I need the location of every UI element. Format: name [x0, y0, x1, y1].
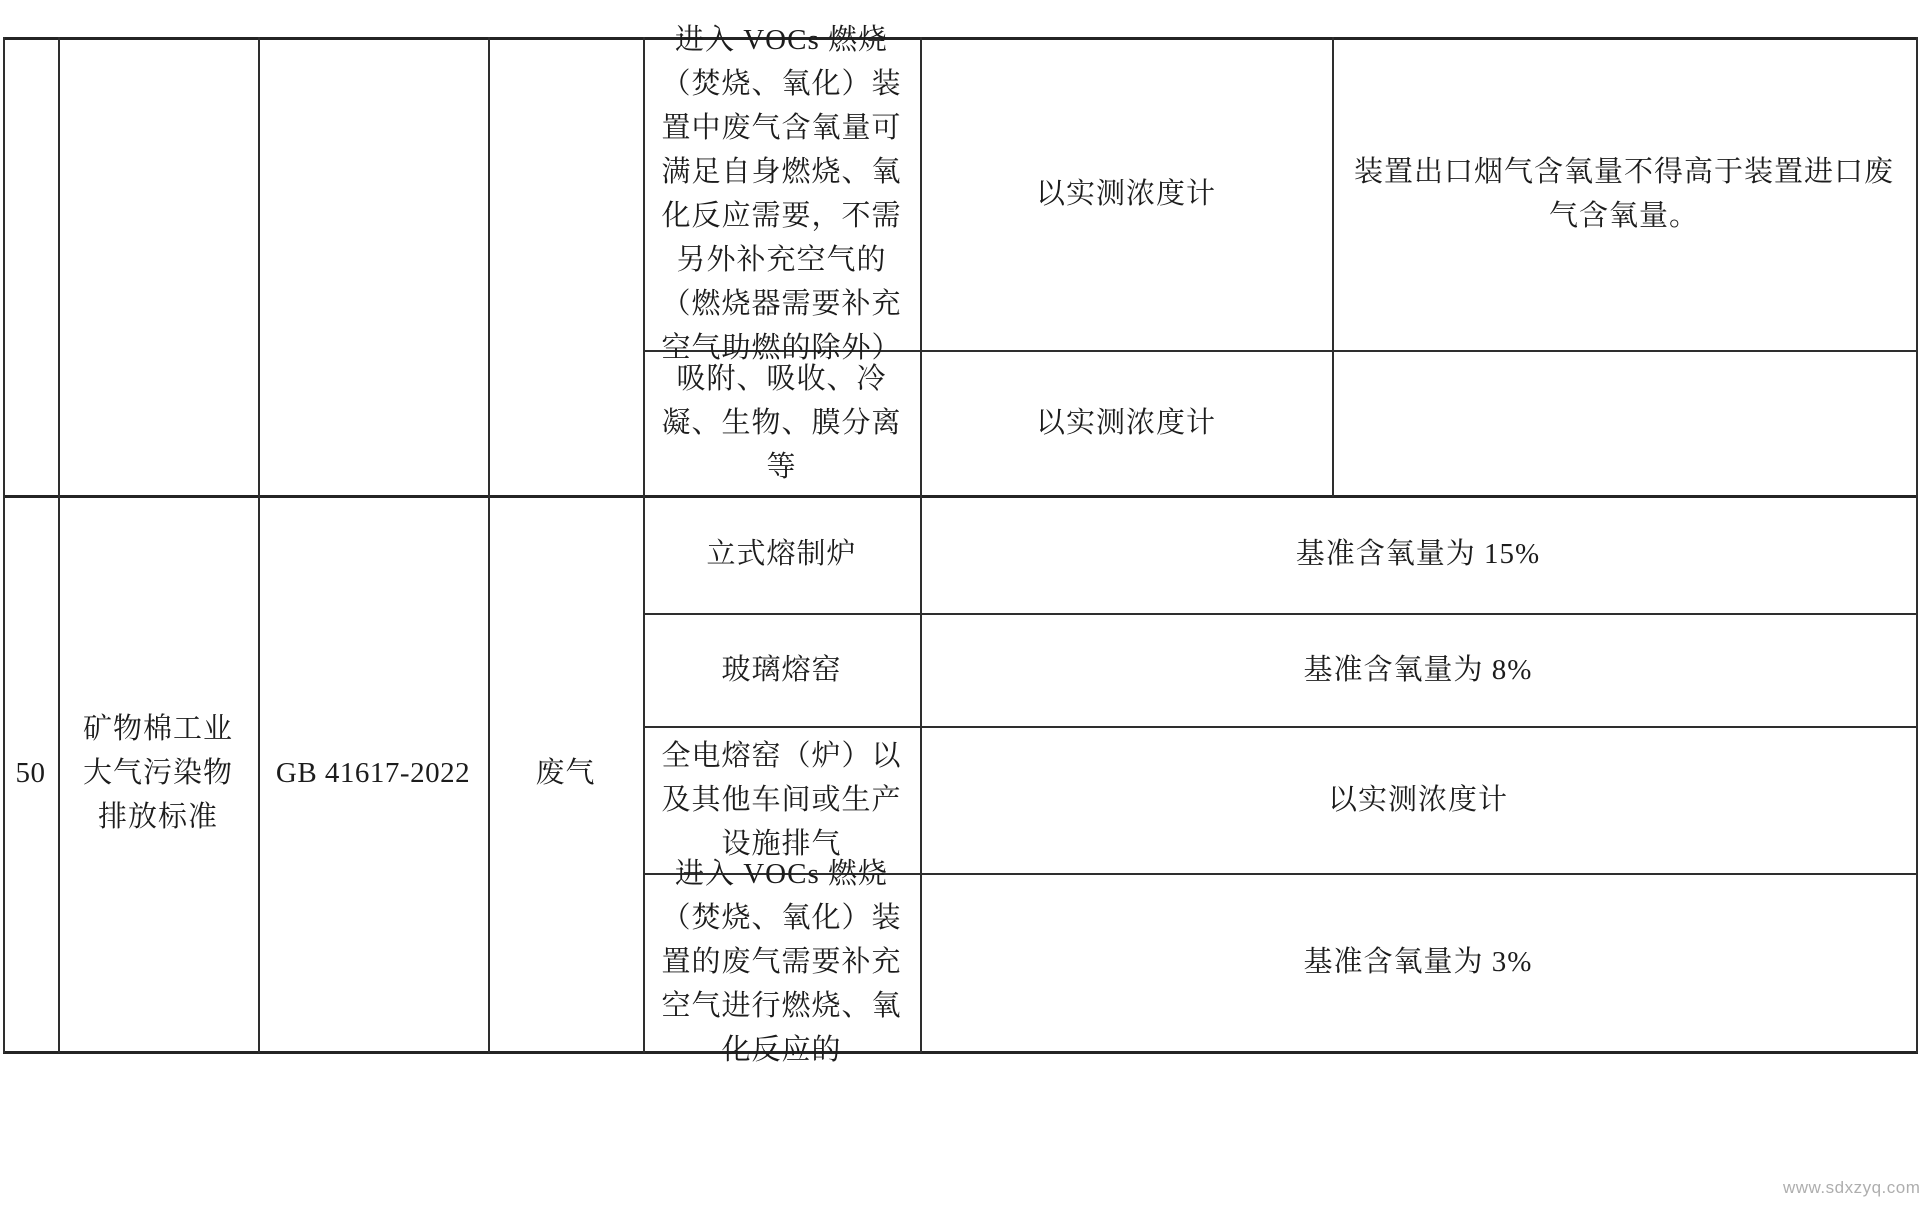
condition-text: 吸附、吸收、冷凝、生物、膜分离等: [661, 362, 902, 483]
cell-note: [1334, 39, 1914, 348]
cell-condition: [645, 858, 918, 1066]
standard-code-text: GB 41617-2022: [275, 757, 471, 789]
condition-text: 进入 VOCs 燃烧（焚烧、氧化）装置中废气含氧量可满足自身燃烧、氧化反应需要，不需另外补充空气的（燃烧器需要补充空气助燃的除外）: [661, 23, 902, 364]
cell-value: [922, 497, 1914, 611]
cell-category: [490, 497, 641, 1049]
row-index-text: 50: [15, 757, 46, 789]
table-border-line: [1916, 37, 1918, 1053]
value-text: 以实测浓度计: [1327, 783, 1508, 816]
cell-condition: [645, 23, 918, 364]
condition-text: 立式熔制炉: [706, 538, 857, 570]
cell-row-index: [5, 497, 56, 1049]
condition-text: 进入 VOCs 燃烧（焚烧、氧化）装置的废气需要补充空气进行燃烧、氧化反应的: [661, 858, 902, 1066]
value-text: 基准含氧量为 8%: [1303, 653, 1533, 686]
note-text: 装置出口烟气含氧量不得高于装置进口废气含氧量。: [1353, 155, 1894, 232]
value-text: 基准含氧量为 3%: [1303, 946, 1533, 978]
category-text: 废气: [535, 757, 596, 789]
cell-standard-name: [60, 497, 256, 1049]
cell-value: [922, 728, 1914, 871]
cell-condition: [645, 615, 918, 724]
cell-note: [1334, 352, 1914, 493]
cell-condition: [645, 728, 918, 871]
basis-text: 以实测浓度计: [1035, 406, 1216, 439]
cell-basis: [922, 39, 1330, 348]
cell-basis: [922, 352, 1330, 493]
site-watermark: www.sdxzyq.com: [1783, 1178, 1920, 1197]
basis-text: 以实测浓度计: [1035, 177, 1216, 210]
table-border-line: [3, 1051, 1918, 1054]
cell-value: [922, 875, 1914, 1049]
value-text: 基准含氧量为 15%: [1295, 538, 1541, 570]
cell-value: [922, 615, 1914, 724]
cell-standard-code: [260, 497, 486, 1049]
condition-text: 玻璃熔窑: [721, 653, 842, 686]
cell-condition: [645, 352, 918, 493]
standard-name-text: 矿物棉工业大气污染物排放标准: [82, 713, 233, 833]
cell-condition: [645, 497, 918, 611]
condition-text: 全电熔窑（炉）以及其他车间或生产设施排气: [661, 739, 902, 860]
